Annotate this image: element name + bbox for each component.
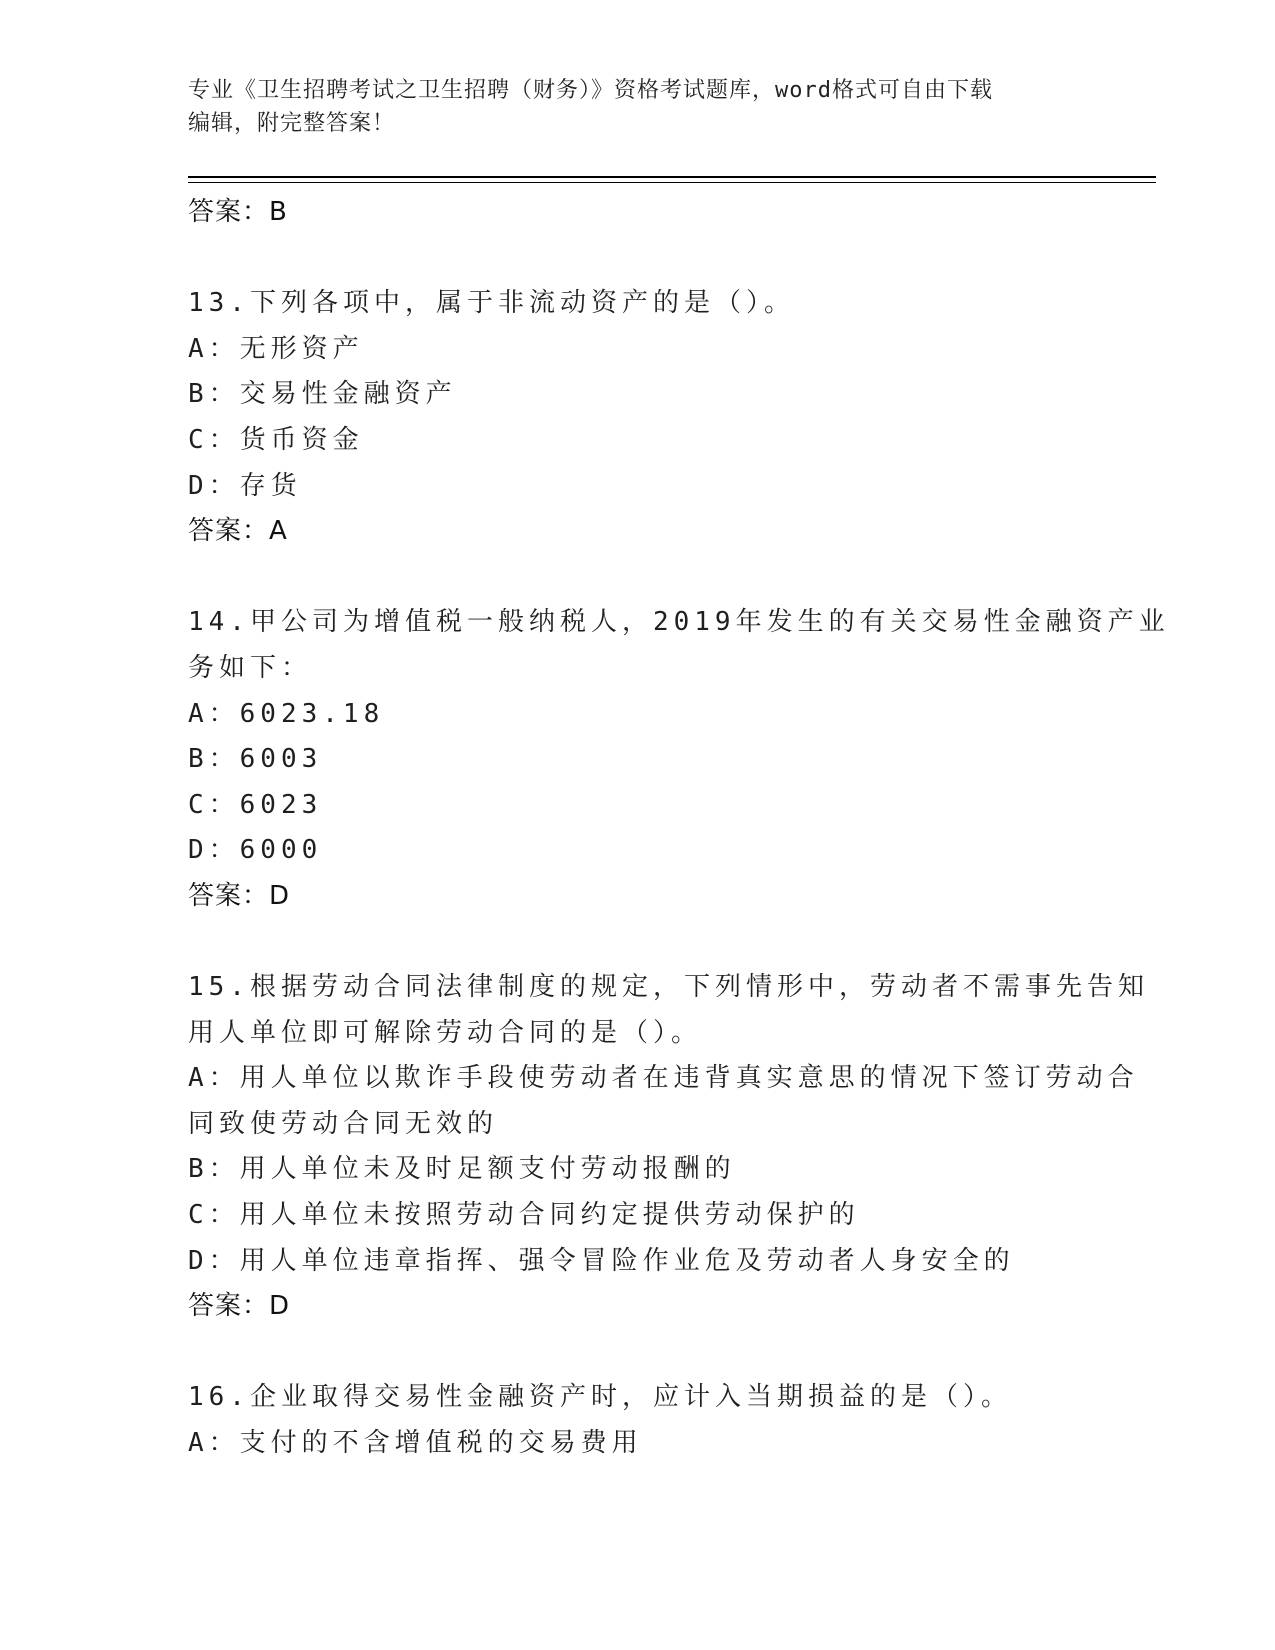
option-b: B：用人单位未及时足额支付劳动报酬的 [188, 1154, 736, 1185]
question-stem: 13.下列各项中，属于非流动资产的是（）。 [188, 288, 795, 319]
answer: 答案：D [188, 1291, 291, 1322]
spacer [188, 555, 1088, 601]
document-header [188, 74, 1088, 140]
option-a: A：无形资产 [188, 333, 364, 364]
option-a-continued: 同致使劳动合同无效的 [188, 1108, 499, 1139]
question-stem-continued: 用人单位即可解除劳动合同的是（）。 [188, 1017, 703, 1048]
option-c: C：用人单位未按照劳动合同约定提供劳动保护的 [188, 1200, 860, 1231]
option-d: D：存货 [188, 470, 302, 501]
option-b: B：6003 [188, 744, 323, 775]
spacer [188, 236, 1088, 282]
question-stem-continued: 务如下： [188, 652, 313, 683]
header-line-2: 编辑，附完整答案！ [188, 111, 396, 136]
question-16 [188, 1375, 1088, 1466]
option-d: D：用人单位违章指挥、强令冒险作业危及劳动者人身安全的 [188, 1245, 1015, 1276]
option-d: D：6000 [188, 835, 323, 866]
answer: 答案：D [188, 880, 291, 911]
header-line-1: 专业《卫生招聘考试之卫生招聘（财务）》资格考试题库，word格式可自由下载 [188, 78, 993, 103]
option-b: B：交易性金融资产 [188, 379, 457, 410]
spacer [188, 920, 1088, 966]
answer-previous: 答案：B [188, 197, 288, 227]
option-c: C：6023 [188, 789, 323, 820]
option-c: C：货币资金 [188, 424, 364, 455]
option-a: A：用人单位以欺诈手段使劳动者在违背真实意思的情况下签订劳动合 [188, 1063, 1139, 1094]
question-14 [188, 600, 1170, 919]
header-rule-thin [188, 182, 1156, 183]
option-a: A：支付的不含增值税的交易费用 [188, 1428, 643, 1459]
header-rule-thick [188, 176, 1156, 178]
answer: 答案：A [188, 516, 288, 547]
question-15 [188, 965, 1149, 1330]
question-stem: 14.甲公司为增值税一般纳税人，2019年发生的有关交易性金融资产业 [188, 607, 1170, 638]
option-a: A：6023.18 [188, 698, 385, 729]
spacer [188, 1330, 1088, 1376]
question-13 [188, 281, 1088, 555]
question-list [188, 190, 1170, 1467]
question-stem: 16.企业取得交易性金融资产时，应计入当期损益的是（）。 [188, 1382, 1012, 1413]
question-stem: 15.根据劳动合同法律制度的规定，下列情形中，劳动者不需事先告知 [188, 972, 1149, 1003]
